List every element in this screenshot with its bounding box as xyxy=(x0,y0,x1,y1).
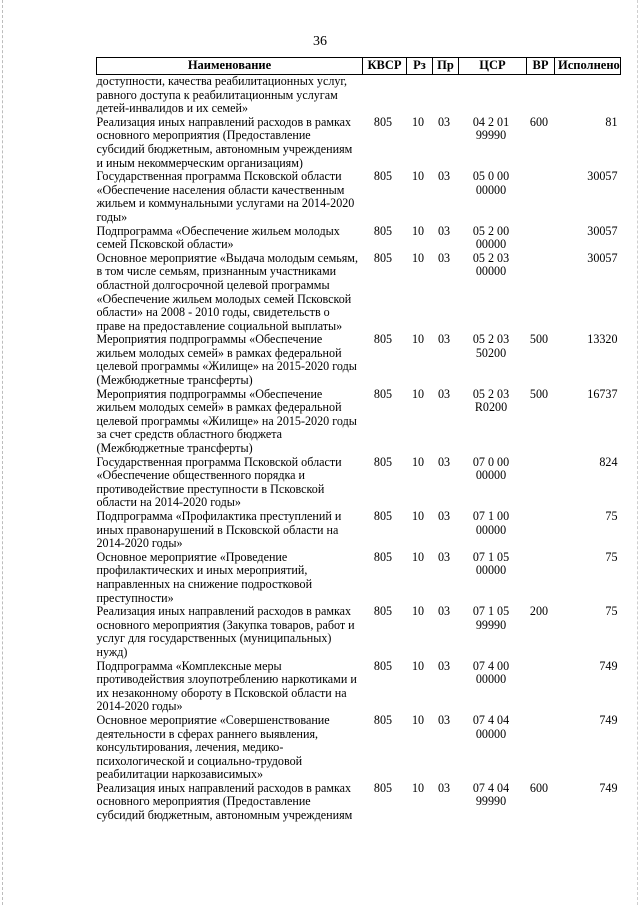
cell-rz: 10 xyxy=(411,454,425,469)
cell-pr: 03 xyxy=(437,454,451,469)
cell-rz: 10 xyxy=(411,780,425,795)
cell-csr: 05 2 03 R0200 xyxy=(472,386,510,415)
cell-kvsr: 805 xyxy=(373,604,393,619)
cell-kvsr: 805 xyxy=(373,332,393,347)
cell-vr xyxy=(527,170,555,224)
cell-pr: 03 xyxy=(437,604,451,619)
cell-vr: 600 xyxy=(529,114,549,129)
cell-vr: 200 xyxy=(529,604,549,619)
cell-amount: 81 xyxy=(605,114,618,129)
cell-amount: 16737 xyxy=(587,386,618,401)
cell-kvsr: 805 xyxy=(373,169,393,184)
cell-csr: 05 2 03 50200 xyxy=(472,332,510,360)
cell-kvsr: 805 xyxy=(373,223,393,238)
cell-kvsr: 805 xyxy=(373,549,393,564)
cell-rz: 10 xyxy=(411,250,425,265)
table-row xyxy=(97,551,621,605)
cell-pr: 03 xyxy=(437,549,451,564)
cell-rz: 10 xyxy=(411,386,425,401)
cell-csr: 05 2 00 00000 xyxy=(472,223,510,252)
table-row xyxy=(97,170,621,224)
cell-name: Подпрограмма «Обеспечение жильем молодых семей Псковской области» xyxy=(96,223,340,252)
cell-amount: 75 xyxy=(605,509,618,523)
cell-name: Государственная программа Псковской области «Обеспечение населения области качественным жильем и коммунальными услугами на 2014-2020 годы» xyxy=(96,169,355,224)
cell-pr: 03 xyxy=(437,780,451,795)
cell-csr: 04 2 01 99990 xyxy=(472,114,510,143)
cell-name: Реализация иных направлений расходов в рамках основного мероприятия (Закупка товаров, работ и услуг для государственных (муниципальных) нужд) xyxy=(96,604,355,659)
cell-rz: 10 xyxy=(411,658,425,673)
cell-amount: 75 xyxy=(605,549,618,564)
header-name: Наименование xyxy=(97,58,363,75)
cell-pr: 03 xyxy=(437,386,451,401)
table-row xyxy=(97,605,621,659)
cell-rz: 10 xyxy=(411,223,425,238)
cell-pr: 03 xyxy=(437,712,451,727)
cell-kvsr: 805 xyxy=(373,509,393,523)
cell-name: Основное мероприятие «Совершенствование деятельности в сферах раннего выявления, консультирования, лечения, медико-психологической и социально-трудовой реабилитации наркозависимых» xyxy=(96,712,330,782)
cell-vr xyxy=(527,660,555,714)
cell-amount: 749 xyxy=(599,780,618,795)
cell-kvsr: 805 xyxy=(373,658,393,673)
cell-vr: 500 xyxy=(529,386,549,401)
cell-kvsr: 805 xyxy=(373,114,393,129)
cell-kvsr: 805 xyxy=(373,780,393,795)
cell-name: Государственная программа Псковской области «Обеспечение общественного порядка и противодействие преступности в Псковской области на 2014-2020 годы» xyxy=(96,454,342,510)
cell-amount: 13320 xyxy=(587,332,618,347)
cell-kvsr: 805 xyxy=(373,386,393,401)
cell-vr: 600 xyxy=(529,780,549,795)
page-edge-left xyxy=(2,0,3,905)
cell-name: Мероприятия подпрограммы «Обеспечение жильем молодых семей» в рамках федеральной целевой программы «Жилище» на 2015-2020 годы за счет средств областного бюджета (Межбюджетные трансферты) xyxy=(96,386,357,456)
cell-vr xyxy=(527,75,555,116)
cell-amount: 30057 xyxy=(587,223,618,238)
cell-pr: 03 xyxy=(437,332,451,347)
cell-name: Основное мероприятие «Выдача молодым семьям, в том числе семьям, признанным участниками областной долгосрочной целевой программы «Обеспечение жильем молодых семей Псковской области» на 2008 - 2010 годы, свидетельств о праве на предоставление социальной выплаты» xyxy=(96,250,358,333)
page-number: 36 xyxy=(313,34,327,49)
cell-vr: 500 xyxy=(529,332,549,347)
cell-amount: 75 xyxy=(605,604,618,619)
cell-csr: 07 1 05 99990 xyxy=(472,604,510,632)
cell-rz: 10 xyxy=(411,549,425,564)
table-row xyxy=(97,225,621,252)
cell-pr: 03 xyxy=(437,223,451,238)
header-kvsr: КВСР xyxy=(363,58,407,75)
cell-csr: 07 1 00 00000 xyxy=(472,509,510,537)
cell-name: Мероприятия подпрограммы «Обеспечение жильем молодых семей» в рамках федеральной целевой программы «Жилище» на 2015-2020 годы (Межбюджетные трансферты) xyxy=(96,332,357,388)
cell-rz: 10 xyxy=(411,509,425,523)
table-header-row xyxy=(97,58,621,75)
cell-name: Реализация иных направлений расходов в рамках основного мероприятия (Предоставление субсидий бюджетным, автономным учреждениям и иным некоммерческим организациям) xyxy=(96,114,353,170)
cell-amount: 824 xyxy=(599,454,618,469)
cell-kvsr xyxy=(363,75,407,116)
cell-amount: 30057 xyxy=(587,250,618,265)
cell-rz: 10 xyxy=(411,332,425,347)
cell-amount: 30057 xyxy=(587,169,618,184)
cell-pr: 03 xyxy=(437,114,451,129)
cell-vr xyxy=(527,551,555,605)
table-row xyxy=(97,252,621,334)
cell-rz: 10 xyxy=(411,169,425,184)
header-csr: ЦСР xyxy=(459,58,527,75)
cell-pr: 03 xyxy=(437,169,451,184)
cell-kvsr: 805 xyxy=(373,712,393,727)
cell-csr: 07 0 00 00000 xyxy=(472,454,510,483)
cell-rz: 10 xyxy=(411,114,425,129)
cell-csr: 07 4 04 00000 xyxy=(472,712,510,741)
cell-rz: 10 xyxy=(411,712,425,727)
cell-vr xyxy=(527,225,555,252)
cell-rz: 10 xyxy=(411,604,425,619)
cell-vr xyxy=(527,510,555,551)
table-row xyxy=(97,116,621,170)
table-row xyxy=(97,388,621,456)
cell-name: Подпрограмма «Профилактика преступлений и иных правонарушений в Псковской области на 2014-2020 годы» xyxy=(96,509,342,551)
header-amount: Исполнено xyxy=(555,58,621,75)
cell-amount xyxy=(555,75,621,116)
table-row xyxy=(97,782,621,823)
cell-csr: 07 4 00 00000 xyxy=(472,658,510,687)
cell-rz xyxy=(407,75,433,116)
table-row xyxy=(97,75,621,116)
cell-vr xyxy=(527,456,555,510)
table-row xyxy=(97,456,621,510)
cell-amount: 749 xyxy=(599,658,618,673)
page-edge-right xyxy=(637,0,638,905)
header-rz: Рз xyxy=(407,58,433,75)
table-row xyxy=(97,510,621,551)
cell-csr: 07 4 04 99990 xyxy=(472,780,510,809)
cell-pr: 03 xyxy=(437,509,451,523)
cell-pr xyxy=(433,75,459,116)
table-row xyxy=(97,714,621,782)
cell-csr: 05 2 03 00000 xyxy=(472,250,510,279)
cell-csr: 07 1 05 00000 xyxy=(472,549,510,578)
cell-kvsr: 805 xyxy=(373,250,393,265)
budget-table xyxy=(96,57,621,823)
cell-vr xyxy=(527,252,555,334)
header-pr: Пр xyxy=(433,58,459,75)
cell-pr: 03 xyxy=(437,250,451,265)
header-vr: ВР xyxy=(527,58,555,75)
cell-amount: 749 xyxy=(599,712,618,727)
cell-name: Реализация иных направлений расходов в рамках основного мероприятия (Предоставление субсидий бюджетным, автономным учреждениям xyxy=(96,780,353,823)
cell-csr xyxy=(459,75,527,116)
table-row xyxy=(97,333,621,387)
cell-kvsr: 805 xyxy=(373,454,393,469)
cell-name: Подпрограмма «Комплексные меры противодействия злоупотреблению наркотиками и их незаконному обороту в Псковской области на 2014-2020 годы» xyxy=(96,658,357,714)
cell-pr: 03 xyxy=(437,658,451,673)
cell-name: Основное мероприятие «Проведение профилактических и иных мероприятий, направленных на снижение подростковой преступности» xyxy=(96,549,313,605)
cell-name: доступности, качества реабилитационных услуг, равного доступа к реабилитационным услугам детей-инвалидов и их семей» xyxy=(96,74,348,116)
cell-csr: 05 0 00 00000 xyxy=(472,169,510,197)
table-row xyxy=(97,660,621,714)
cell-vr xyxy=(527,714,555,782)
